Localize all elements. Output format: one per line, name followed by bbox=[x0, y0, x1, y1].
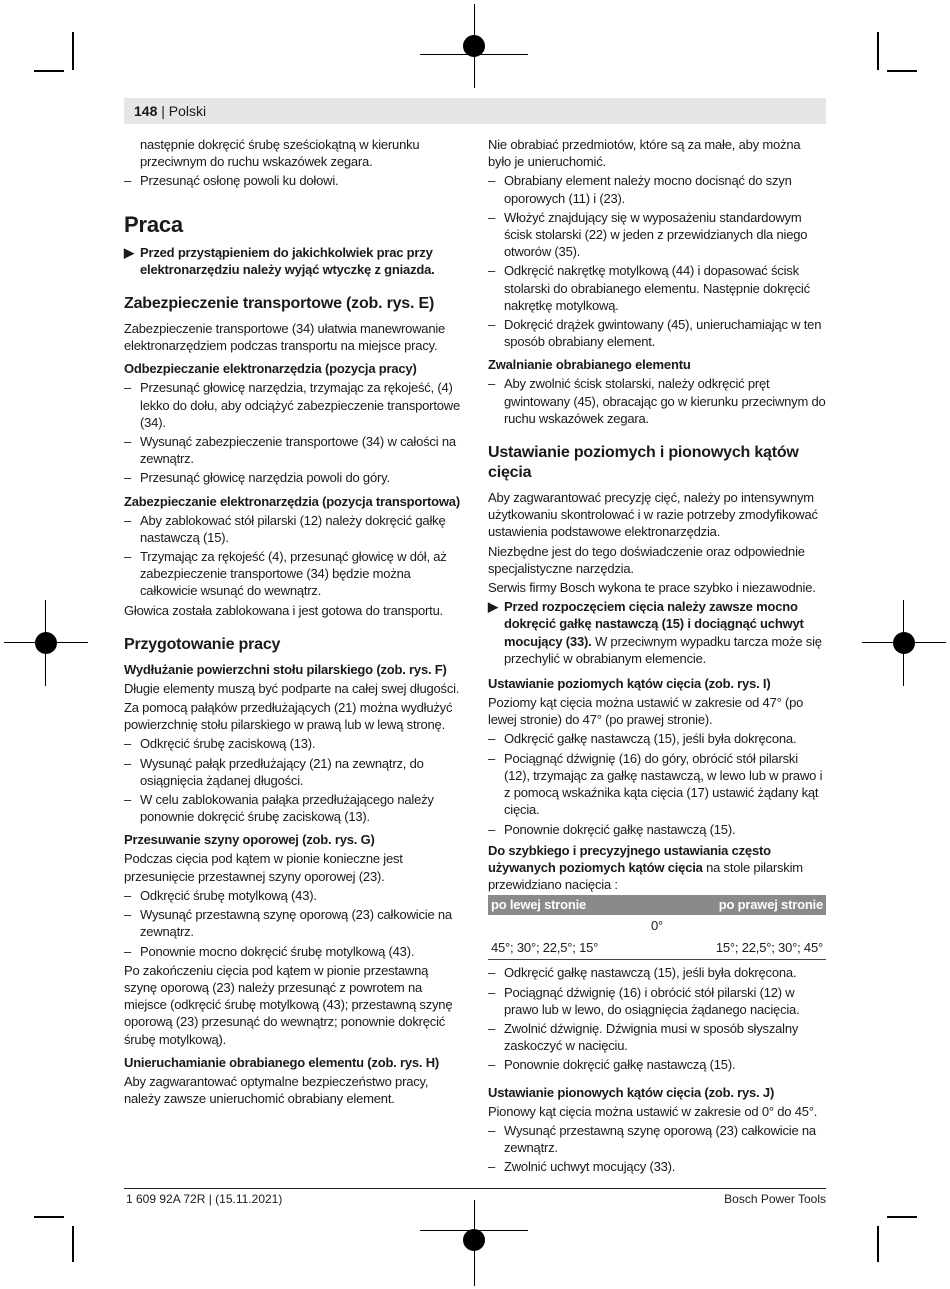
page-number: 148 bbox=[134, 103, 158, 119]
arrow-icon: ▶ bbox=[488, 599, 498, 615]
paragraph: Nie obrabiać przedmiotów, które są za małe, aby można było je unieruchomić. bbox=[488, 137, 801, 170]
list-item: – Wysunąć przestawną szynę oporową (23) całkowicie na zewnątrz. bbox=[488, 1122, 826, 1156]
subsection-title-fix: Unieruchamianie obrabianego elementu (zob. rys. H) bbox=[124, 1054, 440, 1070]
paragraph: Podczas cięcia pod kątem w pionie konieczne jest przesunięcie przestawnej szyny oporowej (23). bbox=[124, 851, 403, 884]
table-cell: 0° bbox=[650, 918, 664, 934]
list-item: – Przesunąć osłonę powoli ku dołowi. bbox=[124, 172, 462, 189]
crop-mark bbox=[72, 32, 74, 70]
paragraph: Za pomocą pałąków przedłużających (21) można wydłużyć powierzchnię stołu pilarskiego w prawą lub w lewą stronę. bbox=[124, 700, 453, 733]
paragraph: Aby zagwarantować precyzję cięć, należy po intensywnym użytkowaniu skontrolować i w razie potrzeby zmodyfikować ustawienia podstawowe elektronarzędzia. bbox=[488, 490, 818, 540]
section-title-angles: Ustawianie poziomych i pionowych kątów cięcia bbox=[488, 444, 799, 482]
paragraph: Niezbędne jest do tego doświadczenie oraz odpowiednie specjalistyczne narzędzia. bbox=[488, 543, 805, 576]
list-item: – Odkręcić śrubę motylkową (43). bbox=[124, 887, 462, 904]
crop-mark bbox=[72, 1226, 74, 1262]
footer-doc-id: 1 609 92A 72R | (15.11.2021) bbox=[126, 1192, 283, 1206]
paragraph: Po zakończeniu cięcia pod kątem w pionie przestawną szynę oporową (23) należy przesunąć z powrotem na miejsce (odkręcić śrubę motylkową (43); przestawną szynę oporową (23) przesunąć do wewnątrz; ponownie dokręcić śrubę motylkową). bbox=[124, 962, 453, 1047]
list-item: – Odkręcić nakrętkę motylkową (44) i dopasować ścisk stolarski do obrabianego elementu. Następnie dokręcić nakrętkę motylkową. bbox=[488, 262, 826, 314]
crop-mark bbox=[877, 1226, 879, 1262]
paragraph: Serwis firmy Bosch wykona te prace szybko i niezawodnie. bbox=[488, 580, 816, 596]
list-item: – Ponownie dokręcić gałkę nastawczą (15). bbox=[488, 821, 826, 838]
section-title-transport: Zabezpieczenie transportowe (zob. rys. E) bbox=[124, 295, 435, 313]
list-item: – Wysunąć przestawną szynę oporową (23) całkowicie na zewnątrz. bbox=[124, 906, 462, 940]
list-item: – Zwolnić uchwyt mocujący (33). bbox=[488, 1158, 826, 1175]
list-item: – Pociągnąć dźwignię (16) i obrócić stół pilarski (12) w prawo lub w lewo, do osiągnięcia żądanego nacięcia. bbox=[488, 984, 826, 1018]
subsection-title-unlock: Odbezpieczanie elektronarzędzia (pozycja pracy) bbox=[124, 361, 417, 377]
paragraph: Pionowy kąt cięcia można ustawić w zakresie od 0° do 45°. bbox=[488, 1103, 818, 1119]
page-language: Polski bbox=[168, 103, 207, 119]
warning-note: ▶ Przed rozpoczęciem cięcia należy zawsze mocno dokręcić gałkę nastawczą (15) i dociągnąć uchwyt mocujący (33). W przeciwnym wypadku tarcza może się przechylić w obrabianym elemencie. bbox=[488, 599, 822, 666]
footer-rule bbox=[124, 1188, 826, 1189]
crop-mark bbox=[887, 1216, 917, 1218]
subsection-title-lock: Zabezpieczanie elektronarzędzia (pozycja transportowa) bbox=[124, 493, 460, 509]
left-column bbox=[124, 136, 462, 1109]
list-item: – Przesunąć głowicę narzędzia powoli do góry. bbox=[124, 469, 462, 486]
list-item: – Obrabiany element należy mocno docisnąć do szyn oporowych (11) i (23). bbox=[488, 172, 826, 206]
list-item: – Aby zablokować stół pilarski (12) należy dokręcić gałkę nastawczą (15). bbox=[124, 512, 462, 546]
paragraph: Długie elementy muszą być podparte na całej swej długości. bbox=[124, 680, 460, 696]
list-item: – W celu zablokowania pałąka przedłużającego należy ponownie dokręcić śrubę zaciskową (13). bbox=[124, 791, 462, 825]
notch-table bbox=[488, 895, 826, 960]
list-item: – Wysunąć pałąk przedłużający (21) na zewnątrz, do osiągnięcia żądanej długości. bbox=[124, 755, 462, 789]
right-column bbox=[488, 136, 826, 1177]
list-item: – Ponownie mocno dokręcić śrubę motylkową (43). bbox=[124, 943, 462, 960]
registration-circle-icon bbox=[35, 632, 57, 654]
table-cell: 15°; 22,5°; 30°; 45° bbox=[657, 937, 826, 960]
list-item: – Pociągnąć dźwignię (16) do góry, obrócić stół pilarski (12), trzymając za gałkę nastawczą, w lewo lub w prawo i z pomocą wskaźnika kąta cięcia (17) ustawić żądany kąt cięcia. bbox=[488, 750, 826, 819]
table-row bbox=[488, 937, 826, 960]
paragraph: Zabezpieczenie transportowe (34) ułatwia manewrowanie elektronarzędziem podczas transportu na miejsce pracy. bbox=[124, 321, 446, 354]
list-item: – Ponownie dokręcić gałkę nastawczą (15). bbox=[488, 1056, 826, 1073]
subsection-title-horizontal: Ustawianie poziomych kątów cięcia (zob. rys. I) bbox=[488, 676, 771, 692]
crop-mark bbox=[887, 70, 917, 72]
arrow-icon: ▶ bbox=[124, 244, 134, 260]
table-cell: 45°; 30°; 22,5°; 15° bbox=[488, 937, 657, 960]
paragraph: Do szybkiego i precyzyjnego ustawiania często używanych poziomych kątów cięcia na stole pilarskim przewidziano nacięcia : bbox=[488, 842, 803, 893]
list-item: – Odkręcić gałkę nastawczą (15), jeśli była dokręcona. bbox=[488, 730, 826, 747]
crop-mark bbox=[34, 70, 64, 72]
registration-circle-icon bbox=[463, 35, 485, 57]
list-item: – Odkręcić gałkę nastawczą (15), jeśli była dokręcona. bbox=[488, 964, 826, 981]
table-header-left: po lewej stronie bbox=[488, 895, 657, 915]
table-row bbox=[488, 915, 826, 937]
section-title-praca: Praca bbox=[124, 211, 183, 237]
list-item: – Wysunąć zabezpieczenie transportowe (34) w całości na zewnątrz. bbox=[124, 433, 462, 467]
registration-circle-icon bbox=[893, 632, 915, 654]
paragraph: Głowica została zablokowana i jest gotowa do transportu. bbox=[124, 602, 444, 618]
list-item: – Trzymając za rękojeść (4), przesunąć głowicę w dół, aż zabezpieczenie transportowe (34) będzie można całkowicie wsunąć do wewnątrz. bbox=[124, 548, 462, 600]
registration-circle-icon bbox=[463, 1229, 485, 1251]
warning-note: ▶ Przed przystąpieniem do jakichkolwiek prac przy elektronarzędziu należy wyjąć wtyczkę z gniazda. bbox=[124, 244, 435, 277]
page-header-text: 148 | Polski bbox=[134, 103, 207, 119]
subsection-title-vertical: Ustawianie pionowych kątów cięcia (zob. rys. J) bbox=[488, 1084, 775, 1100]
list-item: – Przesunąć głowicę narzędzia, trzymając za rękojeść, (4) lekko do dołu, aby odciążyć zabezpieczenie transportowe (34). bbox=[124, 379, 462, 431]
section-title-prep: Przygotowanie pracy bbox=[124, 635, 281, 653]
list-item: – Dokręcić drążek gwintowany (45), unieruchamiając w ten sposób obrabiany element. bbox=[488, 316, 826, 350]
paragraph: Poziomy kąt cięcia można ustawić w zakresie od 47° (po lewej stronie) do 47° (po prawej stronie). bbox=[488, 695, 804, 728]
subsection-title-release: Zwalnianie obrabianego elementu bbox=[488, 357, 691, 373]
subsection-title-extend: Wydłużanie powierzchni stołu pilarskiego (zob. rys. F) bbox=[124, 661, 447, 677]
table-header-right: po prawej stronie bbox=[657, 895, 826, 915]
paragraph: następnie dokręcić śrubę sześciokątną w kierunku przeciwnym do ruchu wskazówek zegara. bbox=[140, 137, 420, 170]
list-item: – Aby zwolnić ścisk stolarski, należy odkręcić pręt gwintowany (45), obracając go w kierunku przeciwnym do ruchu wskazówek zegara. bbox=[488, 375, 826, 427]
list-item: – Zwolnić dźwignię. Dźwignia musi w sposób słyszalny zaskoczyć w nacięciu. bbox=[488, 1020, 826, 1054]
list-item: – Odkręcić śrubę zaciskową (13). bbox=[124, 735, 462, 752]
paragraph: Aby zagwarantować optymalne bezpieczeństwo pracy, należy zawsze unieruchomić obrabiany element. bbox=[124, 1073, 429, 1106]
list-item: – Włożyć znajdujący się w wyposażeniu standardowym ścisk stolarski (22) w jeden z przewidzianych dla niego otworów (35). bbox=[488, 209, 826, 261]
subsection-title-fence: Przesuwanie szyny oporowej (zob. rys. G) bbox=[124, 832, 375, 848]
crop-mark bbox=[877, 32, 879, 70]
footer-brand: Bosch Power Tools bbox=[724, 1192, 826, 1206]
table-header-row bbox=[488, 895, 826, 915]
page-header bbox=[124, 98, 826, 124]
crop-mark bbox=[34, 1216, 64, 1218]
